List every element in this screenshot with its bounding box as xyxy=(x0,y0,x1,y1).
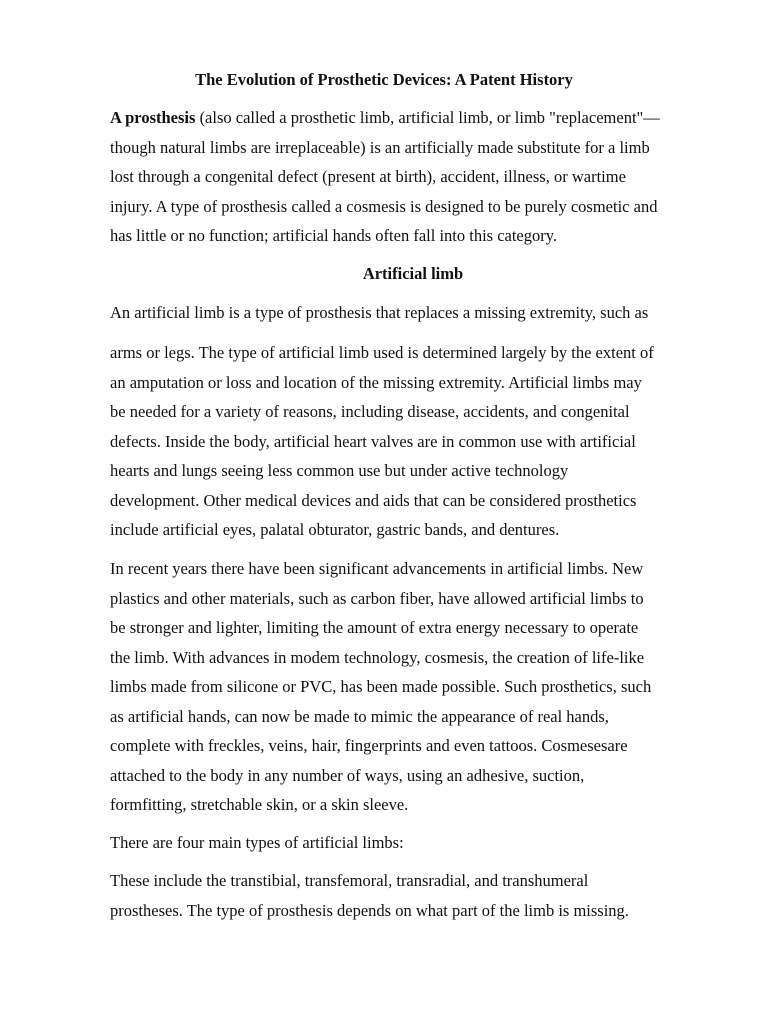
intro-line-1-rest: (also called a prosthetic limb, artificial limb, or limb "replacement"— xyxy=(195,108,660,127)
paragraph-line: development. Other medical devices and aids that can be considered prosthetics xyxy=(110,490,637,510)
intro-line: injury. A type of prosthesis called a cosmesis is designed to be purely cosmetic and xyxy=(110,196,658,216)
paragraph-line: be stronger and lighter, limiting the amount of extra energy necessary to operate xyxy=(110,618,639,637)
intro-line: has little or no function; artificial hands often fall into this category. xyxy=(110,226,558,245)
intro-line: lost through a congenital defect (present at birth), accident, illness, or wartime xyxy=(110,167,626,186)
advancements-paragraph xyxy=(110,554,720,820)
paragraph-line: limbs made from silicone or PVC, has been made possible. Such prosthetics, such xyxy=(110,677,652,696)
lead-term: A prosthesis xyxy=(110,108,196,127)
paragraph-line: An artificial limb is a type of prosthesis that replaces a missing extremity, such as xyxy=(110,303,649,322)
paragraph-line: prostheses. The type of prosthesis depends on what part of the limb is missing. xyxy=(110,900,629,920)
intro-line: though natural limbs are irreplaceable) is an artificially made substitute for a limb xyxy=(110,137,650,157)
section-heading: Artificial limb xyxy=(362,264,464,283)
paragraph-line: complete with freckles, veins, hair, fingerprints and even tattoos. Cosmesesare xyxy=(110,736,628,755)
artificial-limb-paragraph-first-line xyxy=(110,298,720,328)
document-title: The Evolution of Prosthetic Devices: A Patent History xyxy=(195,70,573,89)
paragraph-line: arms or legs. The type of artificial limb used is determined largely by the extent of xyxy=(110,343,654,362)
paragraph-line: the limb. With advances in modem technology, cosmesis, the creation of life-like xyxy=(110,647,645,667)
paragraph-line: an amputation or loss and location of the missing extremity. Artificial limbs may xyxy=(110,372,642,392)
types-intro-paragraph xyxy=(110,828,720,858)
paragraph-line: be needed for a variety of reasons, including disease, accidents, and congenital xyxy=(110,402,630,421)
intro-line-1 xyxy=(110,103,720,133)
types-paragraph xyxy=(110,866,720,925)
paragraph-line: formfitting, stretchable skin, or a skin sleeve. xyxy=(110,795,409,814)
paragraph-line: These include the transtibial, transfemoral, transradial, and transhumeral xyxy=(110,871,589,890)
paragraph-line: defects. Inside the body, artificial heart valves are in common use with artificial xyxy=(110,431,636,451)
paragraph-line: attached to the body in any number of ways, using an adhesive, suction, xyxy=(110,765,585,785)
paragraph-line: There are four main types of artificial limbs: xyxy=(110,833,404,852)
paragraph-line: as artificial hands, can now be made to mimic the appearance of real hands, xyxy=(110,706,609,726)
paragraph-line: In recent years there have been significant advancements in artificial limbs. New xyxy=(110,559,644,578)
intro-paragraph xyxy=(110,103,720,251)
paragraph-line: plastics and other materials, such as carbon fiber, have allowed artificial limbs to xyxy=(110,588,644,608)
paragraph-line: hearts and lungs seeing less common use but under active technology xyxy=(110,461,569,480)
artificial-limb-paragraph xyxy=(110,338,720,545)
paragraph-line: include artificial eyes, palatal obturator, gastric bands, and dentures. xyxy=(110,520,560,539)
